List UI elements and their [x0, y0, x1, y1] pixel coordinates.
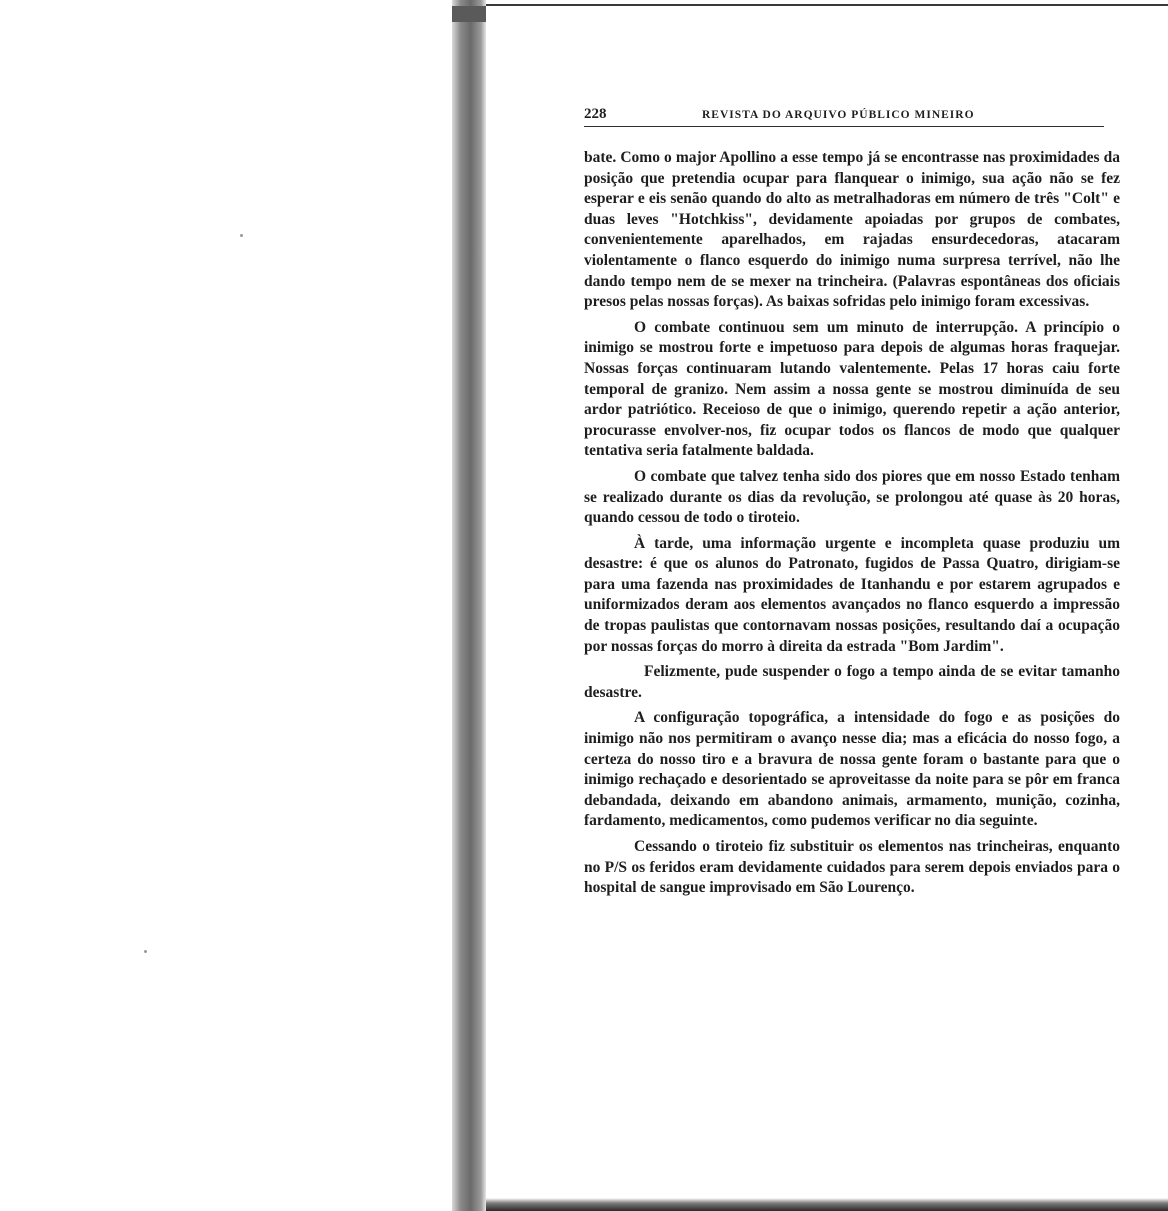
page-bottom-edge — [486, 1198, 1168, 1211]
spine-shadow — [452, 6, 486, 22]
paragraph: À tarde, uma informação urgente e incompleta quase produziu um desastre: é que os alunos do Patronato, fugidos de Passa Quatro, dirigiam-se para uma fazenda nas proximidades de Itanhandu e por estarem agrupados e uniformizados deram aos elementos avançados no flanco esquerdo a impressão de tropas paulistas que contornavam nossas posições, resultando daí a ocupação por nossas forças do morro à direita da estrada "Bom Jardim". — [584, 534, 1120, 655]
paragraph: bate. Como o major Apollino a esse tempo já se encontrasse nas proximidades da posição que pretendia ocupar para flanquear o inimigo, sua ação não se fez esperar e eis senão quando do alto as metralhadoras em número de três "Colt" e duas leves "Hotchkiss", devidamente apoiadas por grupos de combates, convenientemente aparelhados, em rajadas ensurdecedoras, atacaram violentamente o flanco esquerdo do inimigo numa surpresa terrível, não lhe dando tempo nem de se mexer na trincheira. (Palavras espontâneas dos oficiais presos pelas nossas forças). As baixas sofridas pelo inimigo foram excessivas. — [584, 149, 1120, 311]
book-spine — [452, 0, 486, 1211]
paper-speck — [240, 234, 243, 237]
body-text — [584, 148, 1120, 904]
paragraph: A configuração topográfica, a intensidade do fogo e as posições do inimigo não nos permitiram o avanço nesse dia; mas a eficácia do nosso fogo, a certeza do nosso tiro e a bravura de nossa gente foram o bastante para que o inimigo rechaçado e desorientado se aproveitasse da noite para se pôr em franca debandada, deixando em abandono animais, armamento, munição, cozinha, fardamento, medicamentos, como pudemos verificar no dia seguinte. — [584, 709, 1120, 830]
paragraph: O combate que talvez tenha sido dos piores que em nosso Estado tenham se realizado durante os dias da revolução, se prolongou até quase às 20 horas, quando cessou de todo o tiroteio. — [584, 467, 1120, 527]
page-header — [584, 104, 1104, 127]
page-number: 228 — [584, 106, 607, 122]
paragraph: O combate continuou sem um minuto de interrupção. A princípio o inimigo se mostrou forte e impetuoso para depois de algumas horas fraquejar. Nossas forças continuaram lutando valentemente. Pelas 17 horas caiu forte temporal de granizo. Nem assim a nossa gente se mostrou diminuída de seu ardor patriótico. Receioso de que o inimigo, querendo repetir a ação anterior, procurasse envolver-nos, fiz ocupar todos os flancos de modo que qualquer tentativa seria fatalmente baldada. — [584, 318, 1120, 460]
paper-speck — [144, 950, 147, 953]
left-blank-page — [0, 0, 452, 1211]
paragraph: Cessando o tiroteio fiz substituir os elementos nas trincheiras, enquanto no P/S os feridos eram devidamente cuidados para serem depois enviados para o hospital de sangue improvisado em São Lourenço. — [584, 838, 1120, 897]
page-top-edge — [486, 4, 1168, 6]
paragraph: Felizmente, pude suspender o fogo a tempo ainda de se evitar tamanho desastre. — [584, 663, 1120, 701]
running-head: REVISTA DO ARQUIVO PÚBLICO MINEIRO — [702, 109, 975, 121]
